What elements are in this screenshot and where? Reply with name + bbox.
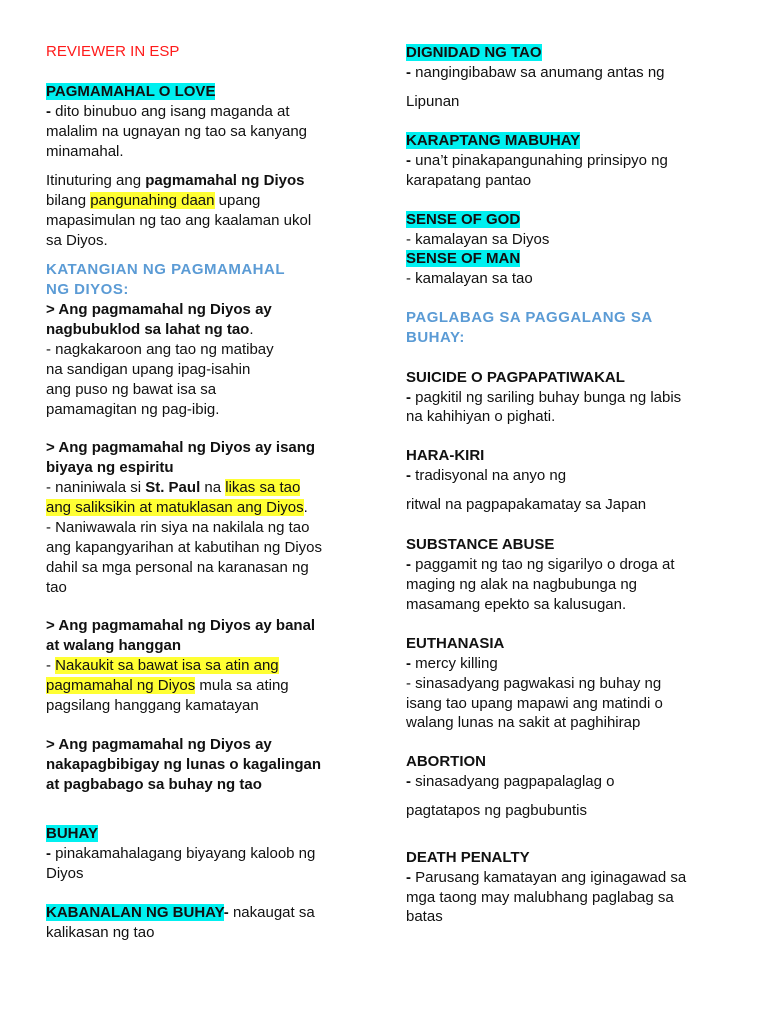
- katangian-1-text-line3: ang puso ng bawat isa sa: [46, 381, 217, 398]
- harakiri-definition-line2: ritwal na pagpapakamatay sa Japan: [406, 496, 647, 513]
- sense-of-god-heading: SENSE OF GOD: [406, 211, 521, 228]
- dignidad-heading: DIGNIDAD NG TAO: [406, 44, 542, 61]
- katangian-2-title: > Ang pagmamahal ng Diyos ay isang: [46, 439, 316, 456]
- katangian-heading: KATANGIAN NG PAGMAMAHAL: [46, 261, 285, 278]
- substance-abuse-definition: - paggamit ng tao ng sigarilyo o droga at: [406, 556, 675, 573]
- katangian-2-text-line6: tao: [46, 579, 67, 596]
- abortion-definition-line2: pagtatapos ng pagbubuntis: [406, 802, 587, 819]
- buhay-definition-line2: Diyos: [46, 865, 84, 882]
- euthanasia-definition-line3: isang tao upang mapawi ang matindi o: [406, 695, 663, 712]
- love-paragraph-line4: sa Diyos.: [46, 232, 108, 249]
- katangian-3-title: > Ang pagmamahal ng Diyos ay banal: [46, 617, 316, 634]
- katangian-1-text-line2: na sandigan upang ipag-isahin: [46, 361, 251, 378]
- katangian-3-title-line2: at walang hanggan: [46, 637, 182, 654]
- dignidad-definition: - nangingibabaw sa anumang antas ng: [406, 64, 665, 81]
- kabanalan-heading: KABANALAN NG BUHAY- nakaugat sa: [46, 904, 315, 921]
- katangian-1-text: - nagkakaroon ang tao ng matibay: [46, 341, 274, 358]
- substance-abuse-definition-line2: maging ng alak na nagbubunga ng: [406, 576, 638, 593]
- karapatan-heading: KARAPTANG MABUHAY: [406, 132, 581, 149]
- abortion-definition: - sinasadyang pagpapalaglag o: [406, 773, 615, 790]
- sense-of-man-heading: SENSE OF MAN: [406, 250, 521, 267]
- katangian-2-text-line5: dahil sa mga personal na karanasan ng: [46, 559, 309, 576]
- death-penalty-heading: DEATH PENALTY: [406, 849, 530, 866]
- katangian-4-title: > Ang pagmamahal ng Diyos ay: [46, 736, 272, 753]
- suicide-definition: - pagkitil ng sariling buhay bunga ng labis: [406, 389, 682, 406]
- katangian-3-text-line3: pagsilang hanggang kamatayan: [46, 697, 259, 714]
- euthanasia-definition-line2: - sinasadyang pagwakasi ng buhay ng: [406, 675, 662, 692]
- katangian-3-text: - Nakaukit sa bawat isa sa atin ang: [46, 657, 279, 674]
- katangian-2-text-line2: ang saliksikin at matuklasan ang Diyos.: [46, 499, 308, 516]
- euthanasia-definition: - mercy killing: [406, 655, 498, 672]
- katangian-4-title-line3: at pagbabago sa buhay ng tao: [46, 776, 262, 793]
- harakiri-definition: - tradisyonal na anyo ng: [406, 467, 567, 484]
- katangian-1-title: > Ang pagmamahal ng Diyos ay: [46, 301, 272, 318]
- dignidad-definition-line2: Lipunan: [406, 93, 460, 110]
- love-definition: - dito binubuo ang isang maganda at: [46, 103, 290, 120]
- buhay-heading: BUHAY: [46, 825, 98, 842]
- katangian-2-text: - naniniwala si St. Paul na likas sa tao: [46, 479, 301, 496]
- reviewer-title: REVIEWER IN ESP: [46, 43, 180, 60]
- suicide-heading: SUICIDE O PAGPAPATIWAKAL: [406, 369, 625, 386]
- death-penalty-definition-line2: mga taong may malubhang paglabag sa: [406, 889, 674, 906]
- katangian-2-text-line3: - Naniwawala rin siya na nakilala ng tao: [46, 519, 310, 536]
- euthanasia-definition-line4: walang lunas na sakit at paghihirap: [406, 714, 641, 731]
- death-penalty-definition: - Parusang kamatayan ang iginagawad sa: [406, 869, 687, 886]
- love-paragraph: Itinuturing ang pagmamahal ng Diyos: [46, 172, 305, 189]
- love-definition-line3: minamahal.: [46, 143, 124, 160]
- karapatan-definition-line2: karapatang pantao: [406, 172, 532, 189]
- paglabag-heading-line2: BUHAY:: [406, 329, 465, 346]
- sense-of-god-definition: - kamalayan sa Diyos: [406, 231, 550, 248]
- substance-abuse-definition-line3: masamang epekto sa kalusugan.: [406, 596, 627, 613]
- katangian-4-title-line2: nakapagbibigay ng lunas o kagalingan: [46, 756, 322, 773]
- love-definition-line2: malalim na ugnayan ng tao sa kanyang: [46, 123, 308, 140]
- katangian-2-title-line2: biyaya ng espiritu: [46, 459, 174, 476]
- katangian-3-text-line2: pagmamahal ng Diyos mula sa ating: [46, 677, 289, 694]
- abortion-heading: ABORTION: [406, 753, 486, 770]
- sense-of-man-definition: - kamalayan sa tao: [406, 270, 533, 287]
- paglabag-heading: PAGLABAG SA PAGGALANG SA: [406, 309, 653, 326]
- euthanasia-heading: EUTHANASIA: [406, 635, 505, 652]
- death-penalty-definition-line3: batas: [406, 908, 443, 925]
- harakiri-heading: HARA-KIRI: [406, 447, 485, 464]
- katangian-2-text-line4: ang kapangyarihan at kabutihan ng Diyos: [46, 539, 323, 556]
- love-paragraph-line2: bilang pangunahing daan upang: [46, 192, 261, 209]
- kabanalan-definition-line2: kalikasan ng tao: [46, 924, 155, 941]
- love-paragraph-line3: mapasimulan ng tao ang kaalaman ukol: [46, 212, 312, 229]
- love-heading: PAGMAMAHAL O LOVE: [46, 83, 216, 100]
- katangian-heading-line2: NG DIYOS:: [46, 281, 129, 298]
- substance-abuse-heading: SUBSTANCE ABUSE: [406, 536, 555, 553]
- buhay-definition: - pinakamahalagang biyayang kaloob ng: [46, 845, 316, 862]
- katangian-1-text-line4: pamamagitan ng pag-ibig.: [46, 401, 220, 418]
- katangian-1-title-line2: nagbubuklod sa lahat ng tao.: [46, 321, 254, 338]
- karapatan-definition: - una’t pinakapangunahing prinsipyo ng: [406, 152, 668, 169]
- suicide-definition-line2: na kahihiyan o pighati.: [406, 408, 556, 425]
